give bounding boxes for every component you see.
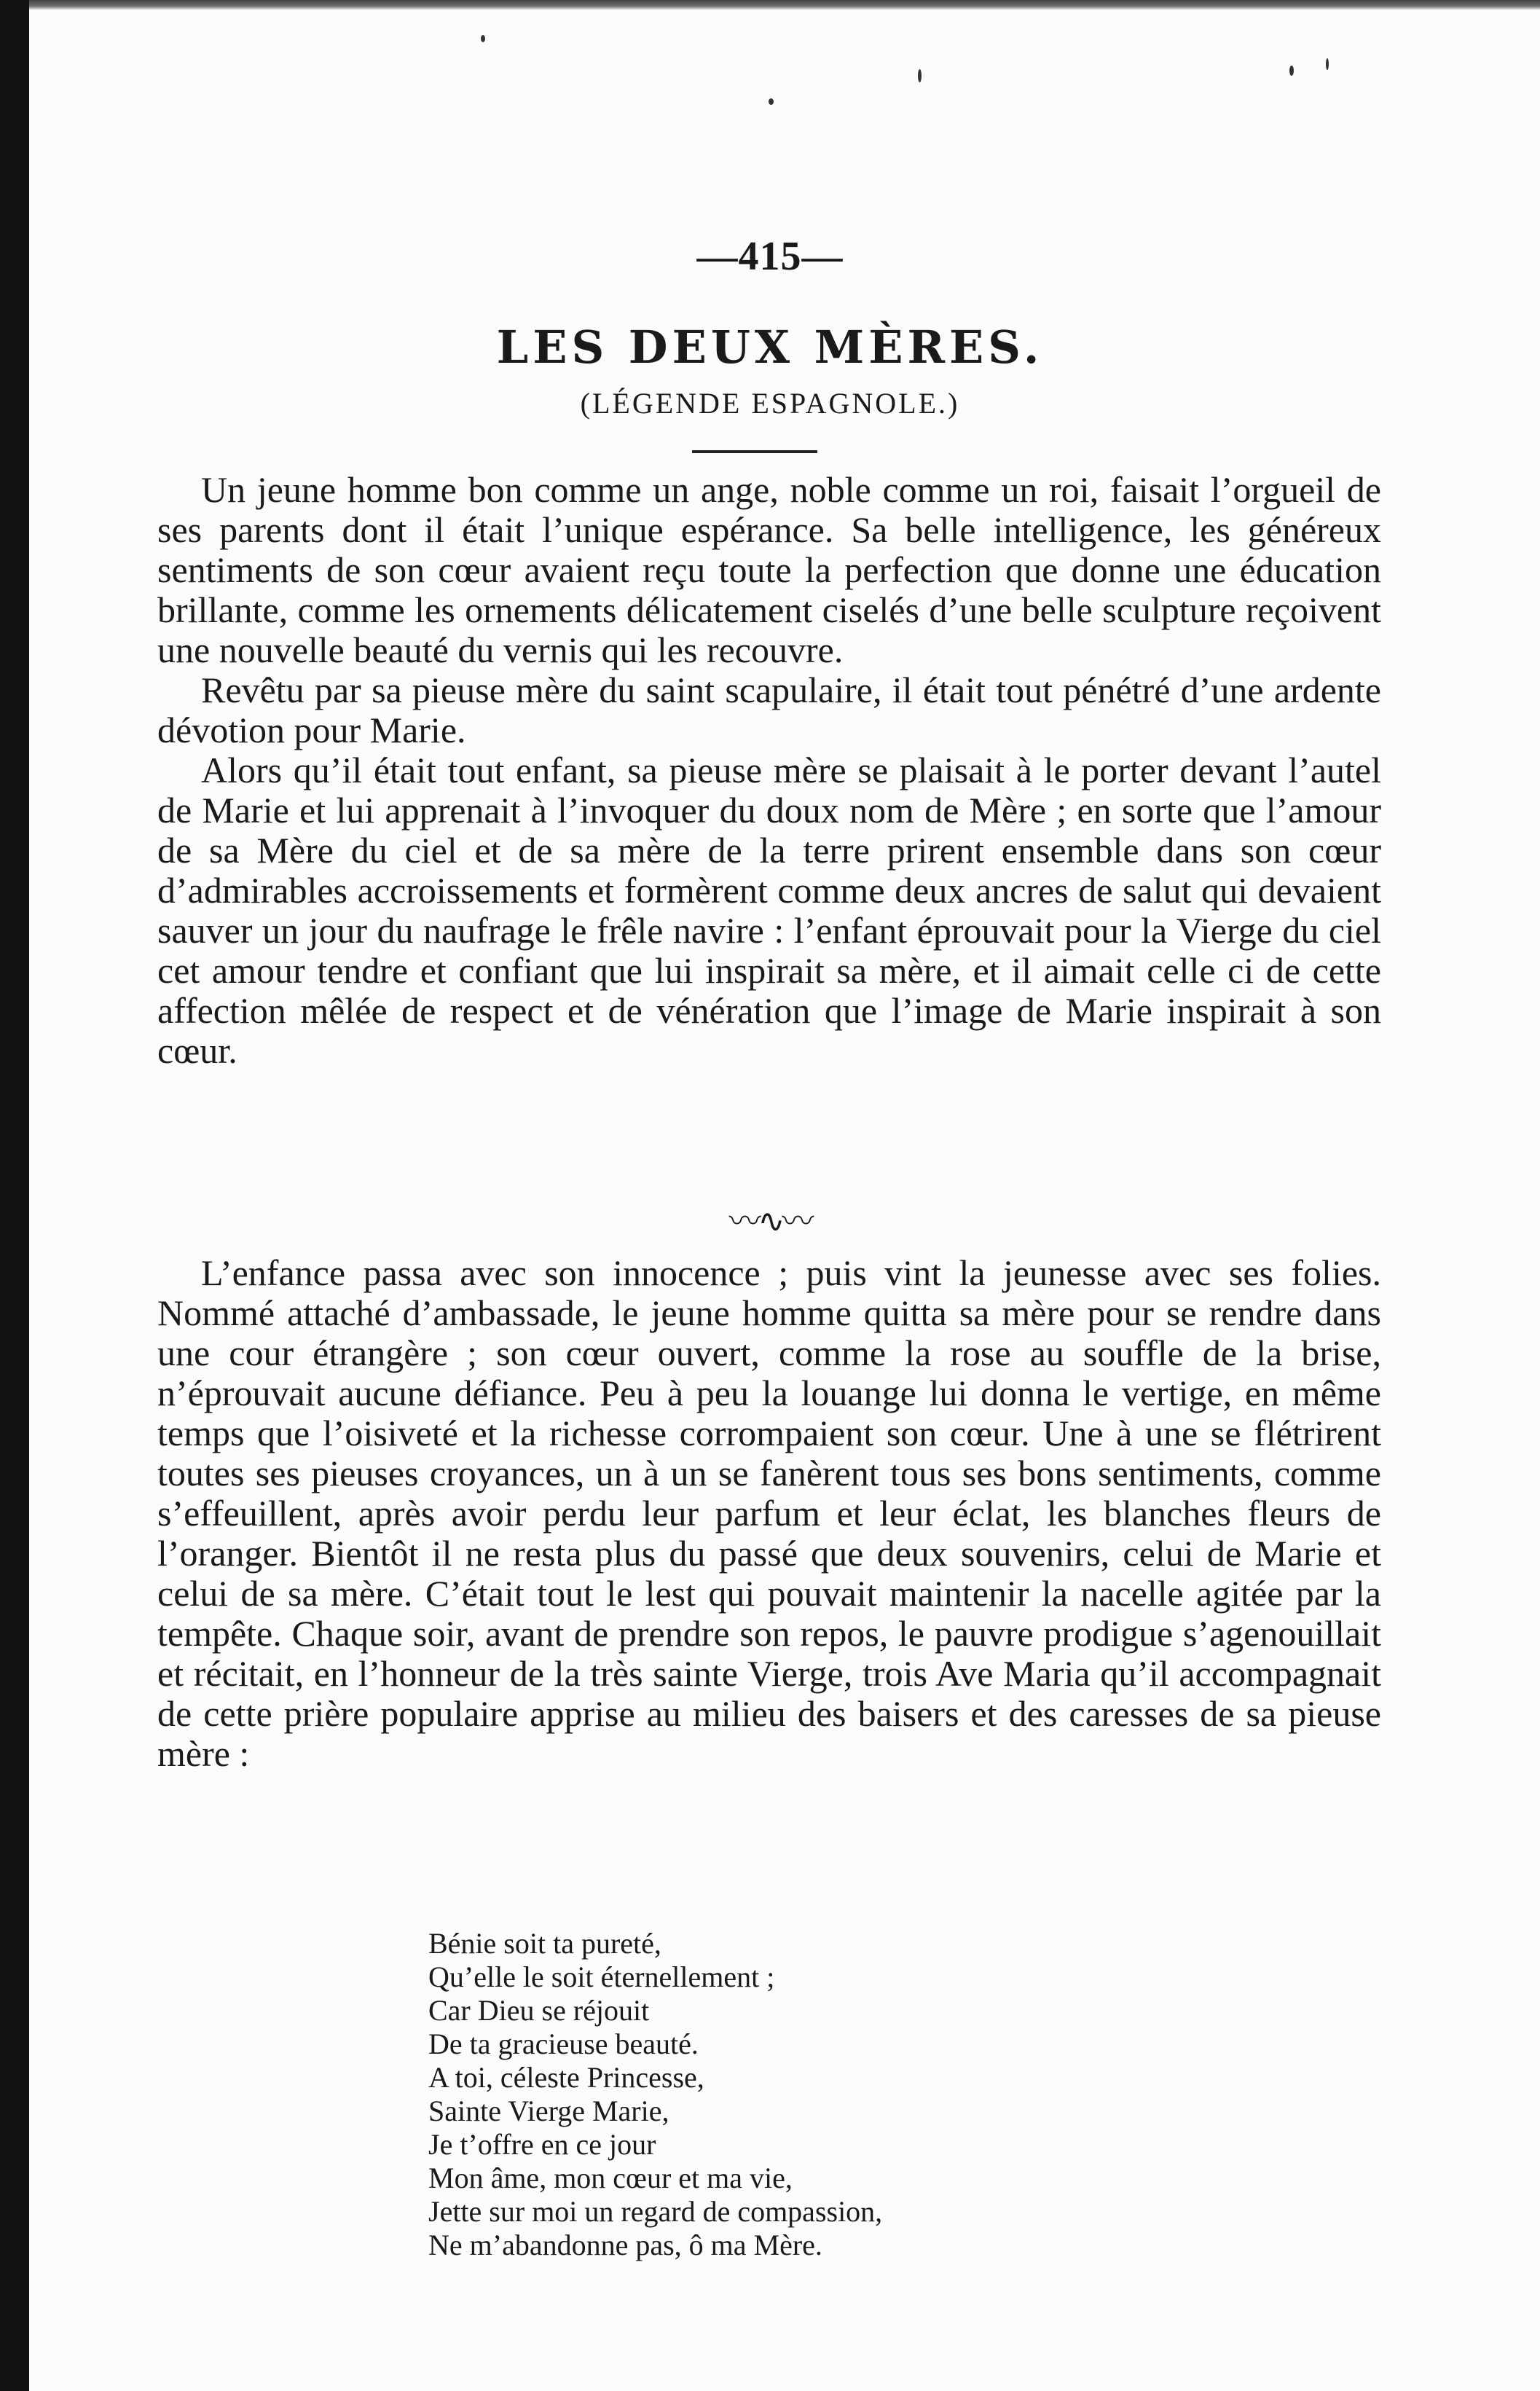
poem-line: Mon âme, mon cœur et ma vie,: [428, 2162, 793, 2194]
body-block-1: [157, 470, 1381, 1071]
poem-line: Bénie soit ta pureté,: [428, 1927, 661, 1960]
paragraph: Un jeune homme bon comme un ange, noble comme un roi, faisait l’orgueil de ses parents dont il était l’unique espérance. Sa belle intelligence, les généreux sentiments de son cœur avaient reçu toute la perfection que donne une éducation brillante, comme les ornements délicatement ciselés d’une belle sculpture reçoivent une nouvelle beauté du vernis qui les recouvre.: [157, 469, 1381, 670]
paragraph: Alors qu’il était tout enfant, sa pieuse mère se plaisait à le porter devant l’autel de Marie et lui apprenait à l’invoquer du doux nom de Mère ; en sorte que l’amour de sa Mère du ciel et de sa mère de la terre prirent ensemble dans son cœur d’admirables accroissements et formèrent comme deux ancres de salut qui devaient sauver un jour du naufrage le frêle navire : l’enfant éprouvait pour la Vierge du ciel cet amour tendre et confiant que lui inspirait sa mère, et il aimait celle ci de cette affection mêlée de respect et de vénération que l’image de Marie inspirait à son cœur.: [157, 750, 1381, 1071]
scan-speck: [769, 98, 774, 105]
chapter-subtitle: (LÉGENDE ESPAGNOLE.): [580, 387, 960, 420]
poem-line: Ne m’abandonne pas, ô ma Mère.: [428, 2229, 822, 2261]
scan-top-edge: [29, 0, 1540, 10]
scan-speck: [1326, 58, 1329, 70]
page-number: —415—: [696, 234, 844, 279]
poem-line: Car Dieu se réjouit: [428, 1994, 650, 2027]
chapter-title: LES DEUX MÈRES.: [496, 321, 1044, 374]
prayer-poem: [428, 1927, 1230, 2262]
poem-line: Jette sur moi un regard de compassion,: [428, 2195, 883, 2228]
poem-line: Sainte Vierge Marie,: [428, 2094, 669, 2127]
scan-speck: [1289, 66, 1294, 76]
scan-speck: [918, 69, 922, 82]
poem-line: A toi, céleste Princesse,: [428, 2061, 704, 2094]
poem-line: De ta gracieuse beauté.: [428, 2027, 699, 2060]
paragraph: Revêtu par sa pieuse mère du saint scapulaire, il était tout pénétré d’une ardente dévotion pour Marie.: [157, 670, 1381, 750]
body-block-2: [157, 1253, 1381, 1774]
scan-speck: [481, 35, 485, 42]
section-ornament: 〰∿〰: [728, 1203, 812, 1240]
poem-line: Je t’offre en ce jour: [428, 2128, 656, 2161]
paragraph: L’enfance passa avec son innocence ; puis vint la jeunesse avec ses folies. Nommé attaché d’ambassade, le jeune homme quitta sa mère pour se rendre dans une cour étrangère ; son cœur ouvert, comme la rose au souffle de la brise, n’éprouvait aucune défiance. Peu à peu la louange lui donna le vertige, en même temps que l’oisiveté et la richesse corrompaient son cœur. Une à une se flétrirent toutes ses pieuses croyances, un à un se fanèrent tous ses bons sentiments, comme s’effeuillent, après avoir perdu leur parfum et leur éclat, les blanches fleurs de l’oranger. Bientôt il ne resta plus du passé que deux souvenirs, celui de Marie et celui de sa mère. C’était tout le lest qui pouvait maintenir la nacelle agitée par la tempête. Chaque soir, avant de prendre son repos, le pauvre prodigue s’agenouillait et récitait, en l’honneur de la très sainte Vierge, trois Ave Maria qu’il accompagnait de cette prière populaire apprise au milieu des baisers et des caresses de sa pieuse mère :: [157, 1252, 1381, 1774]
poem-line: Qu’elle le soit éternellement ;: [428, 1960, 775, 1993]
title-divider: [692, 450, 817, 453]
